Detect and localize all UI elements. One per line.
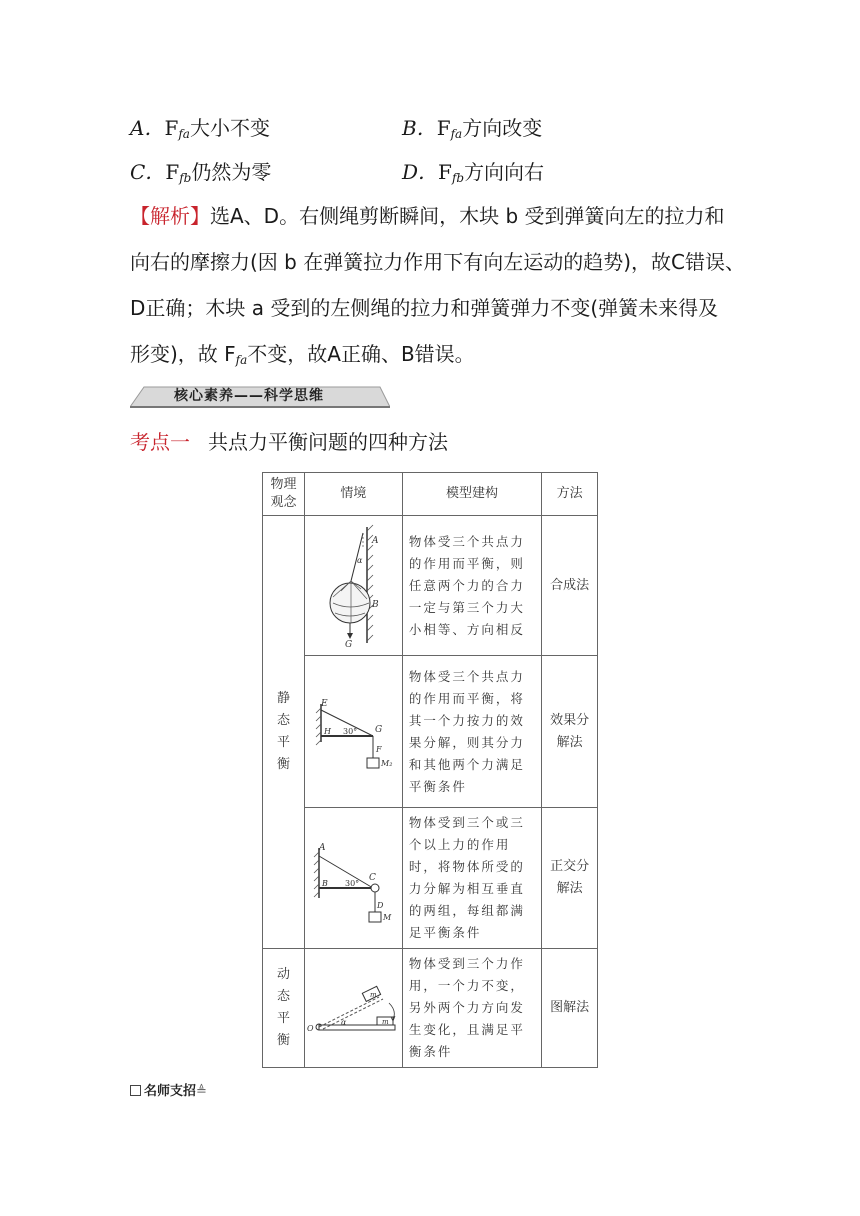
header-method: 方法 [542, 473, 598, 516]
option-c: C．$F_{fb}$仍然为零 [130, 160, 272, 185]
table-row [263, 949, 598, 1068]
kaodian-title: 共点力平衡问题的四种方法 [208, 430, 448, 454]
fig1-label-b: B [372, 599, 380, 610]
fig4-label-m2: m [382, 1018, 390, 1026]
fig2-label-m: M₂ [381, 758, 393, 768]
row-method: 效果分解法 [542, 656, 598, 808]
fig3-label-m: M [383, 913, 392, 922]
fig3-label-angle: 30° [345, 879, 360, 888]
header-scene: 情境 [304, 473, 402, 516]
header-model: 模型建构 [402, 473, 541, 516]
bracket-figure-2 [305, 816, 401, 936]
kaodian-heading [130, 428, 448, 456]
row-desc: 物体受到三个力作用，一个力不变，另外两个力方向发生变化，且满足平衡条件 [402, 949, 541, 1068]
header-concept: 物理观念 [263, 473, 305, 516]
fig2-label-f: F [376, 744, 382, 754]
net-ball-figure [305, 519, 401, 649]
option-a: A．$F_{fa}$大小不变 [130, 116, 270, 141]
tip-tag: 名师支招≜ [130, 1080, 207, 1099]
table-row [263, 808, 598, 949]
table-row [263, 656, 598, 808]
fig4-label-alpha: α [341, 1018, 347, 1027]
figure-2 [304, 656, 402, 808]
row-method: 合成法 [542, 516, 598, 656]
analysis-tag: 【解析】 [130, 204, 210, 228]
option-d: D．$F_{fb}$方向向右 [402, 160, 545, 185]
analysis-line-2: 向右的摩擦力(因 b 在弹簧拉力作用下有向左运动的趋势)，故C错误、 [130, 250, 745, 274]
figure-1 [304, 516, 402, 656]
figure-3 [304, 808, 402, 949]
incline-figure [305, 961, 401, 1051]
fig3-label-d: D [377, 901, 384, 910]
option-b: B．$F_{fa}$方向改变 [402, 116, 543, 141]
section-title: 核心素养——科学思维 [174, 388, 324, 404]
fig3-label-c: C [369, 873, 377, 883]
row-desc: 物体受到三个或三个以上力的作用时，将物体所受的力分解为相互垂直的两组，每组都满足平衡条件 [402, 808, 541, 949]
fig2-label-e: E [321, 698, 328, 709]
fig2-label-h: H [324, 726, 332, 736]
fig1-label-a: A [372, 535, 379, 546]
section-banner [130, 383, 390, 409]
kaodian-label: 考点一 [130, 430, 190, 454]
fig4-label-o: O [307, 1024, 314, 1033]
row-desc: 物体受三个共点力的作用而平衡，则任意两个力的合力一定与第三个力大小相等、方向相反 [402, 516, 541, 656]
group-static: 静态平衡 [263, 516, 305, 949]
fig1-label-g: G [345, 639, 353, 649]
tip-box-icon [130, 1085, 141, 1096]
methods-table [262, 472, 598, 1068]
fig2-label-angle: 30° [343, 726, 358, 736]
table-row [263, 516, 598, 656]
analysis-line-3: D正确；木块 a 受到的左侧绳的拉力和弹簧弹力不变(弹簧未来得及 [130, 296, 719, 320]
figure-4 [304, 949, 402, 1068]
group-dynamic: 动态平衡 [263, 949, 305, 1068]
fig1-label-alpha: α [357, 555, 363, 565]
fig3-label-b: B [322, 879, 329, 888]
bracket-figure-1 [305, 670, 401, 790]
fig3-label-a: A [319, 843, 326, 853]
table-header-row [263, 473, 598, 516]
row-method: 正交分解法 [542, 808, 598, 949]
analysis-line-1: 【解析】选A、D。右侧绳剪断瞬间，木块 b 受到弹簧向左的拉力和 [130, 204, 725, 228]
row-desc: 物体受三个共点力的作用而平衡，将其一个力按力的效果分解，则其分力和其他两个力满足平衡条件 [402, 656, 541, 808]
fig2-label-g: G [375, 724, 383, 735]
analysis-line-4: 形变)，故 $F_{fa}$不变，故A正确、B错误。 [130, 342, 475, 367]
row-method: 图解法 [542, 949, 598, 1068]
fig4-label-m1: m [370, 991, 378, 999]
